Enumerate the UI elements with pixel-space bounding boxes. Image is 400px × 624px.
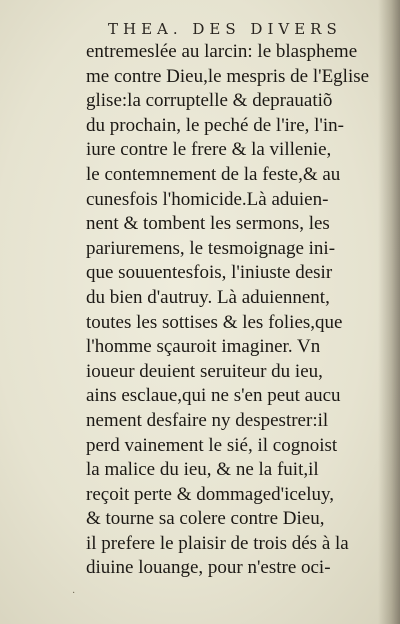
- text-line: ioueur deuient seruiteur du ieu,: [86, 360, 323, 382]
- text-line: du prochain, le peché de l'ire, l'in-: [86, 114, 344, 136]
- text-line: iure contre le frere & la villenie,: [86, 139, 332, 161]
- body-text: [86, 40, 392, 581]
- text-line: le contemnement de la feste,& au: [86, 163, 341, 185]
- text-line: cunesfois l'homicide.Là aduien-: [86, 188, 329, 210]
- text-line: nent & tombent les sermons, les: [86, 213, 330, 235]
- stray-mark: ·: [72, 588, 76, 599]
- running-head: THEA. DES DIVERS: [108, 20, 342, 38]
- text-line: & tourne sa colere contre Dieu,: [86, 508, 325, 530]
- text-line: pariuremens, le tesmoignage ini-: [86, 237, 336, 259]
- text-line: l'homme sçauroit imaginer. Vn: [86, 336, 321, 358]
- text-line: reçoit perte & dommaged'iceluy,: [86, 483, 335, 505]
- text-line: nement desfaire ny despestrer:il: [86, 409, 329, 431]
- text-line: il prefere le plaisir de trois dés à la: [86, 532, 349, 554]
- text-line: toutes les sottises & les folies,que: [86, 311, 343, 333]
- text-line: ains esclaue,qui ne s'en peut aucu: [86, 385, 341, 407]
- text-line: diuine louange, pour n'estre oci-: [86, 557, 331, 579]
- text-line: que souuentesfois, l'iniuste desir: [86, 262, 333, 284]
- text-line: la malice du ieu, & ne la fuit,il: [86, 459, 319, 481]
- text-line: perd vainement le sié, il cognoist: [86, 434, 338, 456]
- text-line: me contre Dieu,le mespris de l'Eglise: [86, 65, 370, 87]
- text-line: glise:la corruptelle & deprauatiõ: [86, 90, 333, 112]
- text-line: entremeslée au larcin: le blaspheme: [86, 41, 358, 62]
- text-line: du bien d'autruy. Là aduiennent,: [86, 286, 330, 308]
